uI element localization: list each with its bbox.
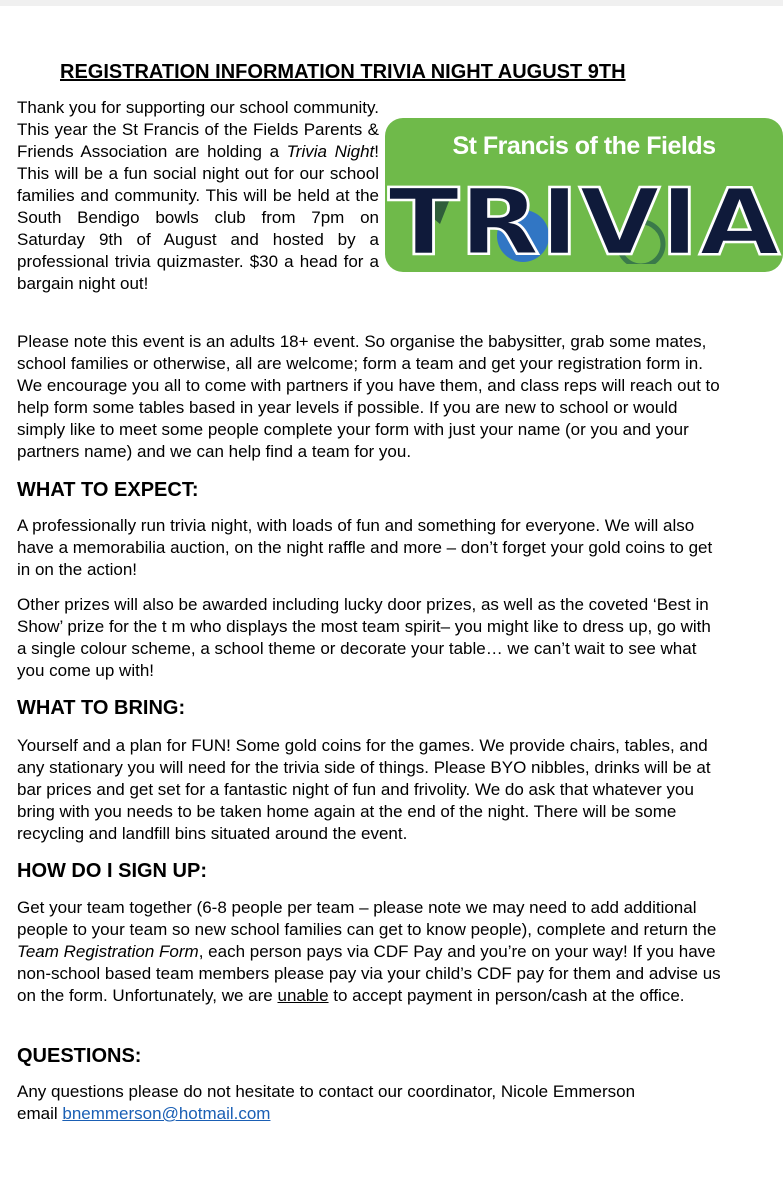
top-bar [0,0,783,6]
signup-heading: HOW DO I SIGN UP: [17,860,207,882]
questions-text: Any questions please do not hesitate to contact our coordinator, Nicole Emmerson [17,1082,636,1101]
intro-text-1: Thank you for supporting our school community. This year the St Francis of the Fields Parents & Friends Association are holding a [17,98,379,161]
expect-paragraph-2: Other prizes will also be awarded including lucky door prizes, as well as the coveted ‘Best in Show’ prize for the t m who displays the most team spirit– you might like to dress up, go with a single colour scheme, a school theme or decorate your table… we can’t wait to see what you come up with! [17,595,711,680]
bring-heading: WHAT TO BRING: [17,697,186,719]
signup-text-3: to accept payment in person/cash at the office. [328,986,685,1005]
signup-text-2: , each person pays via CDF Pay and you’re on your way! If you have non-school based team members please pay via your child’s CDF pay for them and advise us on the form. Unfortunately, we are [17,942,721,1005]
signup-italic: Team Registration Form [17,942,199,961]
signup-paragraph [17,897,723,1007]
email-label: email [17,1104,63,1123]
signup-underlined: unable [277,986,329,1005]
email-link[interactable]: bnemmerson@hotmail.com [62,1104,271,1123]
expect-paragraph-1: A professionally run trivia night, with loads of fun and something for everyone. We will also have a memorabilia auction, on the night raffle and more – don’t forget your gold coins to get in on the action! [17,516,713,579]
bring-paragraph: Yourself and a plan for FUN! Some gold coins for the games. We provide chairs, tables, and any stationary you will need for the trivia side of things. Please BYO nibbles, drinks will be at bar prices and get set for a fantastic night of fun and frivolity. We do ask that whatever you bring with you needs to be taken home again at the end of the night. There will be some recycling and landfill bins situated around the event. [17,736,711,843]
logo-school-name: St Francis of the Fields [452,132,716,160]
questions-heading: QUESTIONS: [17,1045,142,1067]
logo-trivia-graphic [385,174,783,264]
intro-italic: Trivia Night [286,142,375,161]
signup-text-1: Get your team together (6-8 people per team – please note we may need to add additional people to your team so new school families can get to know people), complete and return the [17,898,717,939]
trivia-logo [385,118,783,272]
logo-trivia-text: TRIVIA [388,174,780,264]
page-title: REGISTRATION INFORMATION TRIVIA NIGHT AUGUST 9TH [60,61,626,83]
intro-text-2: ! This will be a fun social night out for our school families and community. This will be held at the South Bendigo bowls club from 7pm on Saturday 9th of August and hosted by a professional trivia quizmaster. $30 a head for a bargain night out! [17,142,379,293]
intro-paragraph [17,97,379,295]
expect-heading: WHAT TO EXPECT: [17,479,199,501]
adults-paragraph: Please note this event is an adults 18+ event. So organise the babysitter, grab some mates, school families or otherwise, all are welcome; form a team and get your registration form in. We encourage you all to come with partners if you have them, and class reps will reach out to help form some tables based in year levels if possible. If you are new to school or would simply like to meet some people complete your form with just your name (or you and your partners name) and we can help find a team for you. [17,332,720,461]
questions-paragraph [17,1081,723,1125]
